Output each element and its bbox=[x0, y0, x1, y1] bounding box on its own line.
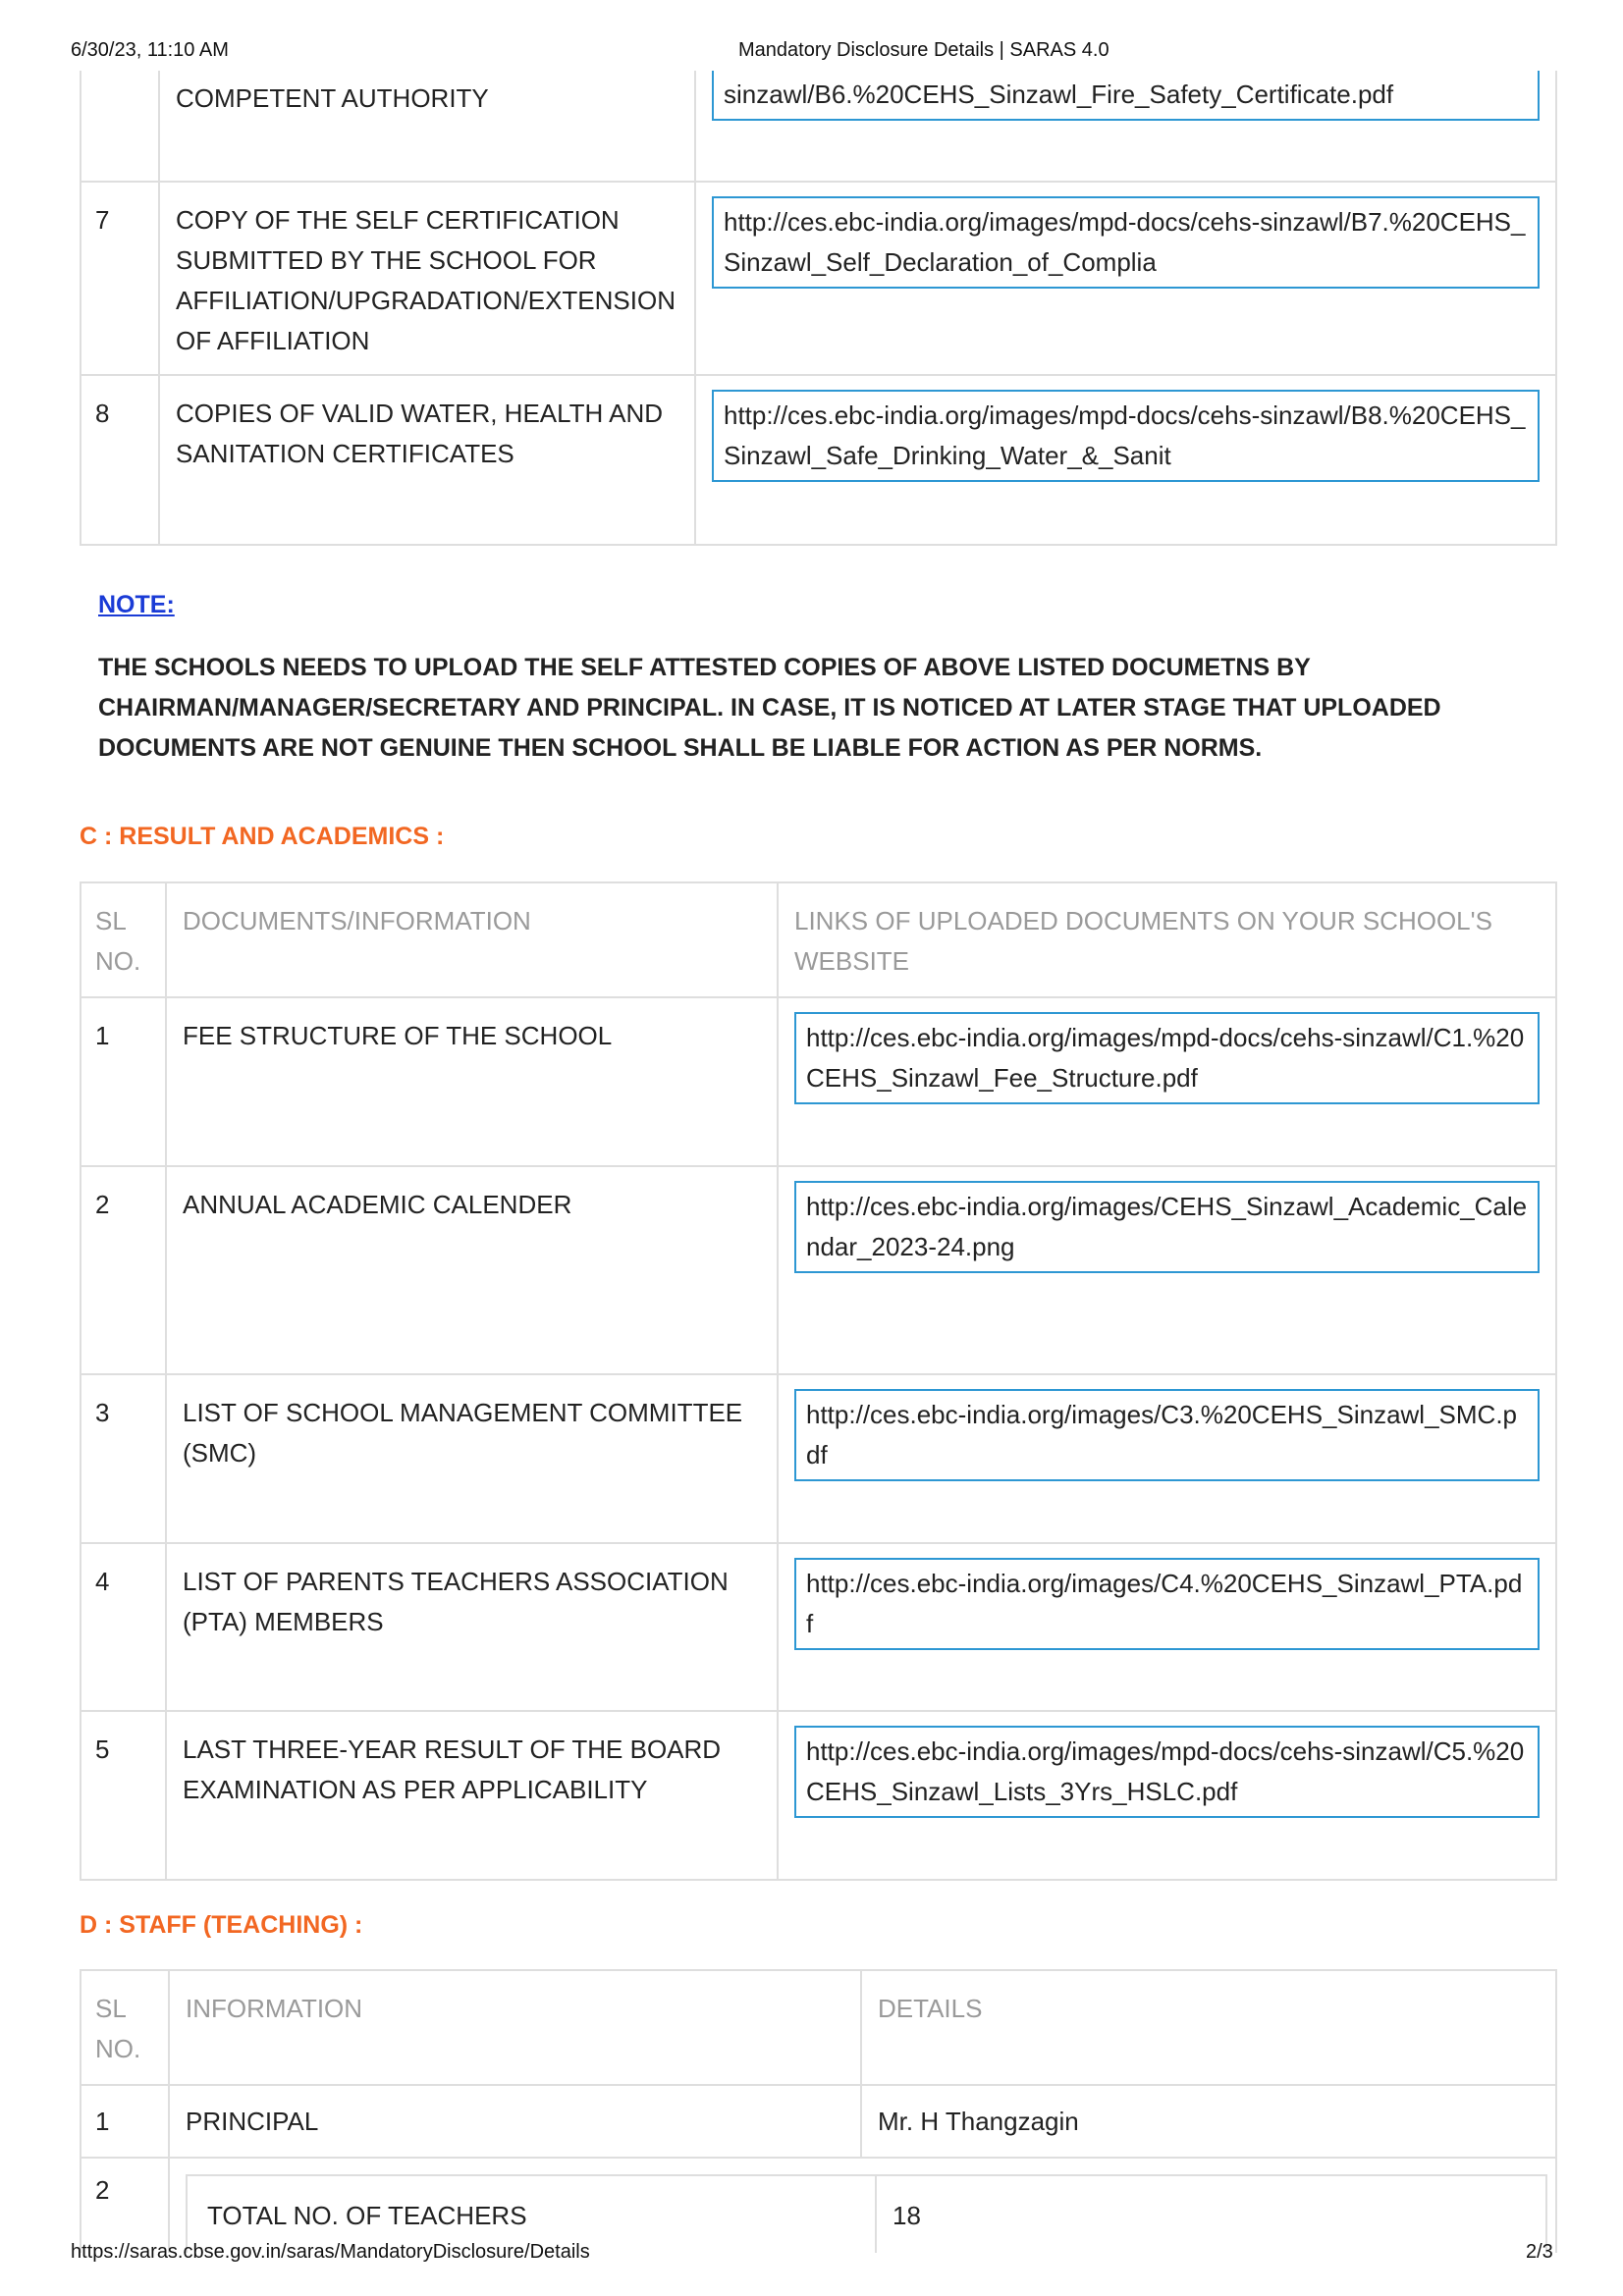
doc-cell: COPIES OF VALID WATER, HEALTH AND SANITATION CERTIFICATES bbox=[159, 375, 695, 545]
document-link[interactable]: http://ces.ebc-india.org/images/mpd-docs/cehs-sinzawl/C5.%20CEHS_Sinzawl_Lists_3Yrs_HSLC.pdf bbox=[794, 1726, 1540, 1818]
table-header-row bbox=[81, 882, 1556, 997]
col-header-sl: SL NO. bbox=[81, 882, 166, 997]
table-row bbox=[81, 1711, 1556, 1880]
col-header-information: INFORMATION bbox=[169, 1970, 861, 2085]
doc-cell: LAST THREE-YEAR RESULT OF THE BOARD EXAMINATION AS PER APPLICABILITY bbox=[166, 1711, 778, 1880]
page-url: https://saras.cbse.gov.in/saras/MandatoryDisclosure/Details bbox=[71, 2241, 590, 2263]
sl-cell: 2 bbox=[81, 2158, 169, 2253]
section-c-table bbox=[80, 881, 1557, 1881]
document-link[interactable]: http://ces.ebc-india.org/images/mpd-docs/cehs-sinzawl/B7.%20CEHS_Sinzawl_Self_Declaration_of_Complia bbox=[712, 196, 1540, 289]
page-number: 2/3 bbox=[1526, 2241, 1553, 2263]
table-row bbox=[81, 997, 1556, 1166]
info-cell: TOTAL NO. OF TEACHERS bbox=[207, 2201, 527, 2230]
details-cell: Mr. H Thangzagin bbox=[861, 2085, 1556, 2158]
table-row bbox=[81, 2158, 1556, 2253]
table-row bbox=[81, 375, 1556, 545]
doc-cell: COPY OF THE SELF CERTIFICATION SUBMITTED BY THE SCHOOL FOR AFFILIATION/UPGRADATION/EXTENSION OF AFFILIATION bbox=[159, 182, 695, 375]
sl-cell: 7 bbox=[81, 182, 159, 375]
col-header-sl: SL NO. bbox=[81, 1970, 169, 2085]
table-row bbox=[81, 2085, 1556, 2158]
document-link[interactable]: http://ces.ebc-india.org/images/C3.%20CEHS_Sinzawl_SMC.pdf bbox=[794, 1389, 1540, 1481]
doc-cell: COMPETENT AUTHORITY bbox=[159, 71, 695, 182]
sl-cell: 1 bbox=[81, 2085, 169, 2158]
page-title: Mandatory Disclosure Details | SARAS 4.0 bbox=[738, 39, 1109, 61]
sl-cell bbox=[81, 71, 159, 182]
document-link[interactable]: http://ces.ebc-india.org/images/mpd-docs/cehs-sinzawl/C1.%20CEHS_Sinzawl_Fee_Structure.pdf bbox=[794, 1012, 1540, 1104]
doc-cell: LIST OF PARENTS TEACHERS ASSOCIATION (PTA) MEMBERS bbox=[166, 1543, 778, 1711]
table-row bbox=[81, 1374, 1556, 1543]
note-link[interactable]: NOTE: bbox=[98, 591, 175, 618]
sl-cell: 4 bbox=[81, 1543, 166, 1711]
sl-cell: 1 bbox=[81, 997, 166, 1166]
col-header-documents: DOCUMENTS/INFORMATION bbox=[166, 882, 778, 997]
details-cell: 18 bbox=[875, 2176, 921, 2253]
section-b-table bbox=[80, 71, 1557, 546]
col-header-links: LINKS OF UPLOADED DOCUMENTS ON YOUR SCHOOL'S WEBSITE bbox=[778, 882, 1556, 997]
sl-cell: 5 bbox=[81, 1711, 166, 1880]
table-row bbox=[81, 1166, 1556, 1374]
sl-cell: 3 bbox=[81, 1374, 166, 1543]
section-c-heading: C : RESULT AND ACADEMICS : bbox=[80, 823, 445, 850]
doc-cell: FEE STRUCTURE OF THE SCHOOL bbox=[166, 997, 778, 1166]
doc-cell: ANNUAL ACADEMIC CALENDER bbox=[166, 1166, 778, 1374]
document-link[interactable]: sinzawl/B6.%20CEHS_Sinzawl_Fire_Safety_Certificate.pdf bbox=[712, 71, 1540, 121]
table-row bbox=[81, 182, 1556, 375]
table-row bbox=[81, 71, 1556, 182]
sl-cell: 2 bbox=[81, 1166, 166, 1374]
col-header-details: DETAILS bbox=[861, 1970, 1556, 2085]
section-d-heading: D : STAFF (TEACHING) : bbox=[80, 1911, 363, 1939]
document-link[interactable]: http://ces.ebc-india.org/images/mpd-docs/cehs-sinzawl/B8.%20CEHS_Sinzawl_Safe_Drinking_Water_&_Sanit bbox=[712, 390, 1540, 482]
note-text: THE SCHOOLS NEEDS TO UPLOAD THE SELF ATTESTED COPIES OF ABOVE LISTED DOCUMETNS BY CHAIRMAN/MANAGER/SECRETARY AND PRINCIPAL. IN CASE, IT IS NOTICED AT LATER STAGE THAT UPLOADED DOCUMENTS ARE NOT GENUINE THEN SCHOOL SHALL BE LIABLE FOR ACTION AS PER NORMS. bbox=[98, 654, 1441, 762]
print-datetime: 6/30/23, 11:10 AM bbox=[71, 39, 229, 61]
section-d-table bbox=[80, 1969, 1557, 2253]
table-row bbox=[81, 1543, 1556, 1711]
document-link[interactable]: http://ces.ebc-india.org/images/C4.%20CEHS_Sinzawl_PTA.pdf bbox=[794, 1558, 1540, 1650]
document-link[interactable]: http://ces.ebc-india.org/images/CEHS_Sinzawl_Academic_Calendar_2023-24.png bbox=[794, 1181, 1540, 1273]
info-cell: PRINCIPAL bbox=[169, 2085, 861, 2158]
table-header-row bbox=[81, 1970, 1556, 2085]
sl-cell: 8 bbox=[81, 375, 159, 545]
doc-cell: LIST OF SCHOOL MANAGEMENT COMMITTEE (SMC) bbox=[166, 1374, 778, 1543]
